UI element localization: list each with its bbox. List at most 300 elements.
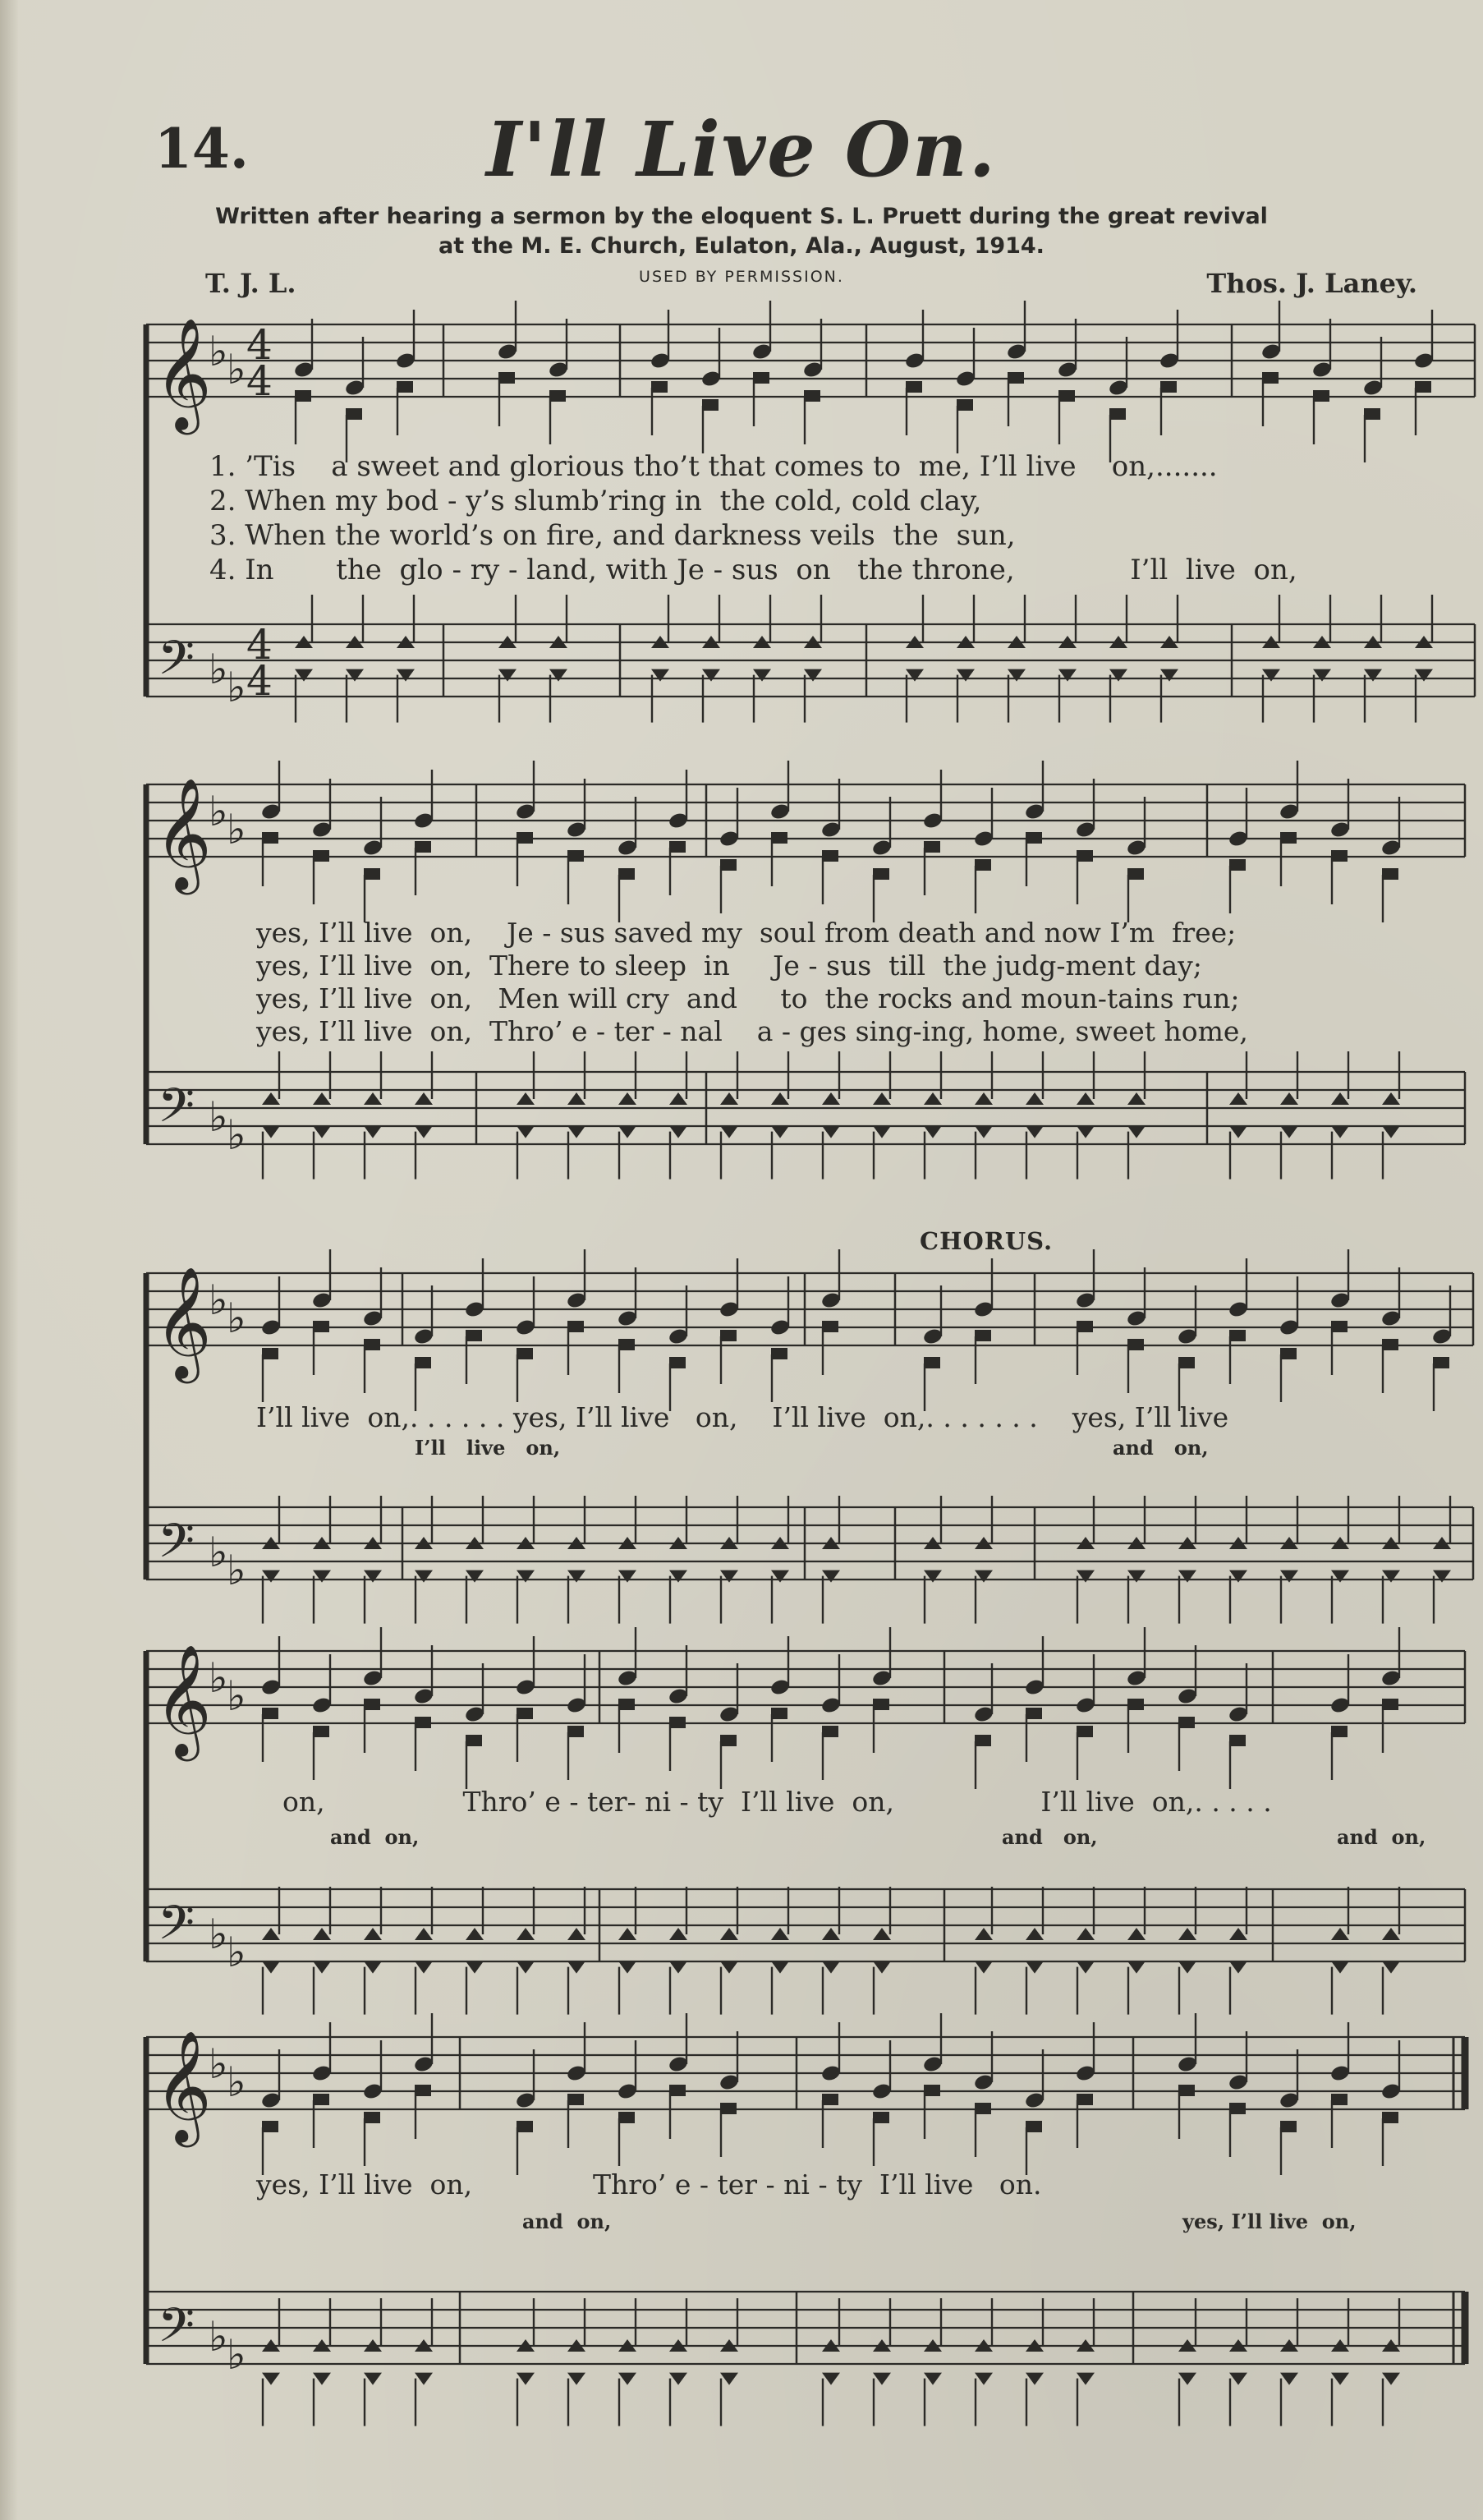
tenor-notehead [771, 1092, 789, 1105]
bass-notehead [1178, 1570, 1196, 1583]
subtitle-line-1: Written after hearing a sermon by the eloquent S. L. Pruett during the great revival [215, 204, 1268, 229]
bass-notehead [669, 1126, 687, 1138]
tenor-notehead [720, 1092, 738, 1105]
time-signature: 4 [246, 621, 273, 669]
bass-notehead [618, 2373, 636, 2385]
bass-notehead [549, 669, 567, 682]
bass-notehead [466, 1570, 484, 1583]
alto-notehead [1026, 1708, 1042, 1719]
alto-notehead [364, 868, 380, 880]
bass-notehead [1382, 1126, 1400, 1138]
alto-notehead [1008, 372, 1024, 384]
alto-notehead [975, 1330, 991, 1341]
bass-notehead [1229, 1126, 1247, 1138]
alto-notehead [771, 832, 787, 844]
alto-notehead [1262, 372, 1279, 384]
bass-notehead [567, 1126, 585, 1138]
alto-notehead [1077, 1321, 1093, 1332]
bass-echo-lyric-7: yes, I’ll live on, [1182, 2210, 1357, 2233]
alto-notehead [415, 1357, 431, 1368]
tenor-notehead [873, 1092, 891, 1105]
alto-notehead [771, 1708, 787, 1719]
tenor-notehead [1127, 1928, 1146, 1940]
alto-notehead [1127, 868, 1144, 880]
tenor-notehead [873, 1928, 891, 1940]
bass-notehead [618, 1570, 636, 1583]
alto-notehead [415, 1717, 431, 1728]
alto-notehead [1280, 2121, 1297, 2132]
alto-notehead [957, 399, 973, 411]
bass-notehead [822, 1570, 840, 1583]
key-flat: ♭ [209, 1654, 228, 1702]
tenor-notehead [364, 1092, 382, 1105]
bass-notehead [957, 669, 975, 682]
bass-notehead [415, 1961, 433, 1974]
bass-notehead [1160, 669, 1178, 682]
bass-notehead [364, 2373, 382, 2385]
bass-notehead [364, 1126, 382, 1138]
time-signature: 4 [246, 321, 273, 369]
tenor-notehead [669, 1928, 687, 1940]
alto-notehead [822, 2094, 838, 2105]
alto-notehead [873, 2112, 889, 2123]
alto-notehead [873, 868, 889, 880]
bass-notehead [1382, 2373, 1400, 2385]
bass-notehead [1313, 669, 1331, 682]
bass-notehead [262, 1961, 280, 1974]
alto-notehead [1077, 2094, 1093, 2105]
key-flat: ♭ [209, 2040, 228, 2088]
alto-notehead [669, 1357, 686, 1368]
alto-notehead [517, 832, 533, 844]
chorus-label: CHORUS. [920, 1227, 1054, 1255]
bass-clef: 𝄢 [158, 1895, 195, 1962]
tenor-notehead [669, 1092, 687, 1105]
bass-notehead [517, 2373, 535, 2385]
alto-notehead [924, 1357, 940, 1368]
alto-notehead [669, 1717, 686, 1728]
bass-notehead [669, 1570, 687, 1583]
key-flat: ♭ [227, 346, 246, 393]
bass-notehead [771, 1961, 789, 1974]
bass-echo-lyric-4: and on, [1002, 1825, 1098, 1849]
time-signature: 4 [246, 657, 273, 705]
bass-notehead [1433, 1570, 1451, 1583]
bass-notehead [466, 1961, 484, 1974]
alto-notehead [1178, 1357, 1195, 1368]
alto-notehead [517, 2121, 533, 2132]
key-flat: ♭ [209, 1276, 228, 1324]
tenor-notehead [567, 1928, 585, 1940]
bass-notehead [1262, 669, 1280, 682]
key-flat: ♭ [227, 2331, 246, 2379]
tenor-notehead [1077, 1092, 1095, 1105]
bass-notehead [1077, 1570, 1095, 1583]
bass-clef: 𝄢 [158, 630, 195, 697]
alto-notehead [975, 1735, 991, 1746]
bass-notehead [1331, 1961, 1349, 1974]
tenor-notehead [1127, 1092, 1146, 1105]
treble-clef: 𝄞 [154, 2029, 212, 2142]
tenor-notehead [975, 1928, 993, 1940]
alto-notehead [1229, 1735, 1246, 1746]
alto-notehead [1382, 1339, 1398, 1350]
key-flat: ♭ [209, 1093, 228, 1141]
bass-notehead [618, 1126, 636, 1138]
subtitle-line-2: at the M. E. Church, Eulaton, Ala., August, 1914. [438, 233, 1045, 259]
bass-notehead [804, 669, 822, 682]
tenor-notehead [1077, 1928, 1095, 1940]
tenor-notehead [1229, 1092, 1247, 1105]
alto-notehead [822, 850, 838, 862]
alto-notehead [1280, 832, 1297, 844]
bass-notehead [651, 669, 669, 682]
bass-notehead [873, 1961, 891, 1974]
key-flat: ♭ [227, 1929, 246, 1976]
tenor-notehead [618, 1092, 636, 1105]
bass-echo-lyric-3: and on, [330, 1825, 420, 1849]
alto-notehead [313, 1726, 329, 1737]
alto-notehead [720, 859, 737, 871]
bass-notehead [873, 1126, 891, 1138]
bass-notehead [1109, 669, 1127, 682]
bass-notehead [1331, 1126, 1349, 1138]
bass-notehead [975, 1126, 993, 1138]
bass-notehead [364, 1570, 382, 1583]
alto-notehead [1415, 381, 1431, 393]
bass-notehead [567, 2373, 585, 2385]
bass-notehead [567, 1570, 585, 1583]
bass-notehead [364, 1961, 382, 1974]
alto-notehead [567, 1726, 584, 1737]
bass-notehead [618, 1961, 636, 1974]
bass-notehead [1077, 1961, 1095, 1974]
alto-notehead [669, 841, 686, 853]
alto-notehead [262, 2121, 278, 2132]
composer-credit: Thos. J. Laney. [1206, 268, 1417, 299]
tenor-notehead [1382, 1092, 1400, 1105]
alto-notehead [1178, 2085, 1195, 2096]
tenor-notehead [822, 1092, 840, 1105]
alto-notehead [1364, 408, 1380, 420]
alto-notehead [1058, 390, 1075, 402]
bass-notehead [1127, 1570, 1146, 1583]
bass-notehead [1077, 2373, 1095, 2385]
tenor-notehead [262, 1928, 280, 1940]
bass-notehead [873, 2373, 891, 2385]
tenor-notehead [720, 1928, 738, 1940]
bass-notehead [924, 2373, 942, 2385]
bass-clef: 𝄢 [158, 2297, 195, 2365]
alto-notehead [975, 2103, 991, 2114]
bass-notehead [822, 2373, 840, 2385]
bass-echo-lyric-1: I’ll live on, [415, 1436, 561, 1460]
alto-notehead [1109, 408, 1126, 420]
alto-notehead [753, 372, 769, 384]
key-flat: ♭ [227, 806, 246, 853]
alto-notehead [549, 390, 566, 402]
alto-notehead [618, 1339, 635, 1350]
bass-echo-lyric-6: and on, [522, 2210, 612, 2233]
key-flat: ♭ [227, 1111, 246, 1159]
alto-notehead [720, 2103, 737, 2114]
key-flat: ♭ [227, 1672, 246, 1720]
alto-notehead [1026, 832, 1042, 844]
tenor-notehead [567, 1092, 585, 1105]
alto-notehead [924, 841, 940, 853]
alto-notehead [517, 1348, 533, 1359]
alto-notehead [1382, 2112, 1398, 2123]
key-flat: ♭ [209, 328, 228, 375]
bass-echo-lyric-2: and on, [1113, 1436, 1209, 1460]
alto-notehead [498, 372, 515, 384]
bass-notehead [975, 1961, 993, 1974]
bass-notehead [771, 1126, 789, 1138]
verse-2-line: 2. When my bod - y’s slumb’ring in the cold, cold clay, [209, 485, 982, 517]
bass-notehead [313, 2373, 331, 2385]
verse-2-continuation: yes, I’ll live on, There to sleep in Je - sus till the judg-ment day; [256, 950, 1202, 982]
bass-notehead [1008, 669, 1026, 682]
bass-notehead [720, 1126, 738, 1138]
tenor-notehead [313, 1928, 331, 1940]
alto-notehead [364, 1339, 380, 1350]
treble-clef: 𝄞 [154, 1643, 212, 1756]
tenor-notehead [924, 1092, 942, 1105]
tenor-notehead [618, 1928, 636, 1940]
bass-notehead [975, 1570, 993, 1583]
bass-echo-lyric-5: and on, [1337, 1825, 1426, 1849]
bass-clef: 𝄢 [158, 1513, 195, 1580]
tenor-notehead [1229, 1928, 1247, 1940]
bass-notehead [702, 669, 720, 682]
key-flat: ♭ [227, 1547, 246, 1594]
alto-notehead [1313, 390, 1329, 402]
alto-notehead [618, 1699, 635, 1710]
bass-notehead [924, 1126, 942, 1138]
alto-notehead [567, 2094, 584, 2105]
bass-notehead [924, 1570, 942, 1583]
alto-notehead [415, 841, 431, 853]
alto-notehead [822, 1726, 838, 1737]
alto-notehead [364, 2112, 380, 2123]
bass-clef: 𝄢 [158, 1078, 195, 1145]
bass-notehead [517, 1570, 535, 1583]
verse-4-line: 4. In the glo - ry - land, with Je - sus on the throne, I’ll live on, [209, 554, 1297, 586]
alto-notehead [313, 850, 329, 862]
bass-notehead [313, 1961, 331, 1974]
bass-notehead [1026, 1961, 1044, 1974]
verse-3-continuation: yes, I’ll live on, Men will cry and to the rocks and moun-tains run; [256, 982, 1240, 1014]
alto-notehead [262, 832, 278, 844]
tenor-notehead [1178, 1928, 1196, 1940]
bass-notehead [1229, 1570, 1247, 1583]
bass-notehead [397, 669, 415, 682]
hymn-number: 14. [154, 117, 249, 181]
bass-notehead [295, 669, 313, 682]
bass-notehead [720, 1961, 738, 1974]
alto-notehead [1077, 850, 1093, 862]
bass-notehead [313, 1126, 331, 1138]
chorus-lyric-line-1: I’ll live on,. . . . . . yes, I’ll live on, I’ll live on,. . . . . . . yes, I’ll live [256, 1401, 1229, 1433]
alto-notehead [720, 1330, 737, 1341]
bass-notehead [1229, 2373, 1247, 2385]
chorus-lyric-line-2: on, Thro’ e - ter- ni - ty I’ll live on, I’ll live on,. . . . . [282, 1786, 1272, 1818]
alto-notehead [771, 1348, 787, 1359]
bass-notehead [906, 669, 924, 682]
bass-notehead [1229, 1961, 1247, 1974]
alto-notehead [567, 1321, 584, 1332]
bass-notehead [517, 1961, 535, 1974]
alto-notehead [262, 1348, 278, 1359]
alto-notehead [397, 381, 413, 393]
alto-notehead [364, 1699, 380, 1710]
hymn-title: I'll Live On. [486, 105, 997, 194]
alto-notehead [1280, 1348, 1297, 1359]
key-flat: ♭ [209, 2313, 228, 2361]
tenor-notehead [1331, 1928, 1349, 1940]
alto-notehead [1127, 1699, 1144, 1710]
alto-notehead [975, 859, 991, 871]
bass-notehead [1058, 669, 1077, 682]
key-flat: ♭ [209, 646, 228, 693]
bass-notehead [415, 1570, 433, 1583]
verse-4-continuation: yes, I’ll live on, Thro’ e - ter - nal a - ges sing-ing, home, sweet home, [256, 1015, 1248, 1047]
tenor-notehead [822, 1928, 840, 1940]
bass-notehead [753, 669, 771, 682]
bass-notehead [771, 1570, 789, 1583]
bass-notehead [262, 2373, 280, 2385]
alto-notehead [1382, 1699, 1398, 1710]
bass-notehead [822, 1126, 840, 1138]
bass-notehead [517, 1126, 535, 1138]
tenor-notehead [364, 1928, 382, 1940]
bass-notehead [669, 1961, 687, 1974]
treble-clef: 𝄞 [154, 776, 212, 890]
alto-notehead [466, 1735, 482, 1746]
bass-notehead [1077, 1126, 1095, 1138]
alto-notehead [618, 2112, 635, 2123]
bass-notehead [346, 669, 364, 682]
bass-notehead [1331, 2373, 1349, 2385]
time-signature: 4 [246, 357, 273, 405]
verse-1-line: 1. ’Tis a sweet and glorious tho’t that comes to me, I’ll live on,....... [209, 450, 1218, 483]
alto-notehead [313, 2094, 329, 2105]
bass-notehead [1415, 669, 1433, 682]
alto-notehead [702, 399, 719, 411]
bass-notehead [498, 669, 517, 682]
bass-notehead [669, 2373, 687, 2385]
alto-notehead [1331, 850, 1348, 862]
alto-notehead [924, 2085, 940, 2096]
alto-notehead [1178, 1717, 1195, 1728]
key-flat: ♭ [209, 1911, 228, 1958]
alto-notehead [1160, 381, 1177, 393]
bass-notehead [1127, 1961, 1146, 1974]
bass-notehead [1026, 2373, 1044, 2385]
tenor-notehead [415, 1928, 433, 1940]
alto-notehead [1331, 2094, 1348, 2105]
alto-notehead [1229, 2103, 1246, 2114]
alto-notehead [906, 381, 922, 393]
key-flat: ♭ [227, 664, 246, 711]
bass-notehead [1280, 2373, 1298, 2385]
bass-notehead [975, 2373, 993, 2385]
tenor-notehead [313, 1092, 331, 1105]
alto-notehead [720, 1735, 737, 1746]
alto-notehead [466, 1330, 482, 1341]
bass-notehead [262, 1126, 280, 1138]
alto-notehead [1382, 868, 1398, 880]
alto-notehead [262, 1708, 278, 1719]
chorus-lyric-line-3: yes, I’ll live on, Thro’ e - ter - ni - ty I’ll live on. [256, 2168, 1042, 2200]
bass-notehead [720, 2373, 738, 2385]
bass-notehead [415, 1126, 433, 1138]
bass-notehead [1331, 1570, 1349, 1583]
key-flat: ♭ [209, 788, 228, 835]
treble-clef: 𝄞 [154, 1265, 212, 1378]
bass-notehead [1280, 1126, 1298, 1138]
tenor-notehead [415, 1092, 433, 1105]
tenor-notehead [517, 1092, 535, 1105]
bass-notehead [1280, 1570, 1298, 1583]
alto-notehead [804, 390, 820, 402]
alto-notehead [1331, 1321, 1348, 1332]
alto-notehead [313, 1321, 329, 1332]
alto-notehead [346, 408, 362, 420]
tenor-notehead [1331, 1092, 1349, 1105]
tenor-notehead [262, 1092, 280, 1105]
alto-notehead [1077, 1726, 1093, 1737]
tenor-notehead [1382, 1928, 1400, 1940]
bass-notehead [1382, 1570, 1400, 1583]
treble-clef: 𝄞 [154, 316, 212, 430]
key-flat: ♭ [209, 1529, 228, 1576]
bass-notehead [1178, 1961, 1196, 1974]
alto-notehead [1127, 1339, 1144, 1350]
alto-notehead [822, 1321, 838, 1332]
bass-notehead [1382, 1961, 1400, 1974]
bass-notehead [1178, 2373, 1196, 2385]
tenor-notehead [1280, 1092, 1298, 1105]
tenor-notehead [975, 1092, 993, 1105]
key-flat: ♭ [227, 1294, 246, 1342]
verse-1-continuation: yes, I’ll live on, Je - sus saved my soul from death and now I’m free; [256, 917, 1237, 949]
alto-notehead [1229, 1330, 1246, 1341]
tenor-notehead [1026, 1928, 1044, 1940]
alto-notehead [1229, 859, 1246, 871]
alto-notehead [651, 381, 668, 393]
bass-notehead [567, 1961, 585, 1974]
alto-notehead [415, 2085, 431, 2096]
tenor-notehead [771, 1928, 789, 1940]
alto-notehead [517, 1708, 533, 1719]
bass-notehead [415, 2373, 433, 2385]
key-flat: ♭ [227, 2058, 246, 2106]
alto-notehead [1026, 2121, 1042, 2132]
alto-notehead [618, 868, 635, 880]
alto-notehead [567, 850, 584, 862]
permission-note: USED BY PERMISSION. [639, 268, 844, 286]
bass-notehead [262, 1570, 280, 1583]
bass-notehead [720, 1570, 738, 1583]
alto-notehead [1331, 1726, 1348, 1737]
tenor-notehead [1026, 1092, 1044, 1105]
verse-3-line: 3. When the world’s on fire, and darkness veils the sun, [209, 519, 1016, 552]
alto-notehead [1433, 1357, 1449, 1368]
tenor-notehead [517, 1928, 535, 1940]
alto-notehead [669, 2085, 686, 2096]
bass-notehead [1026, 1126, 1044, 1138]
